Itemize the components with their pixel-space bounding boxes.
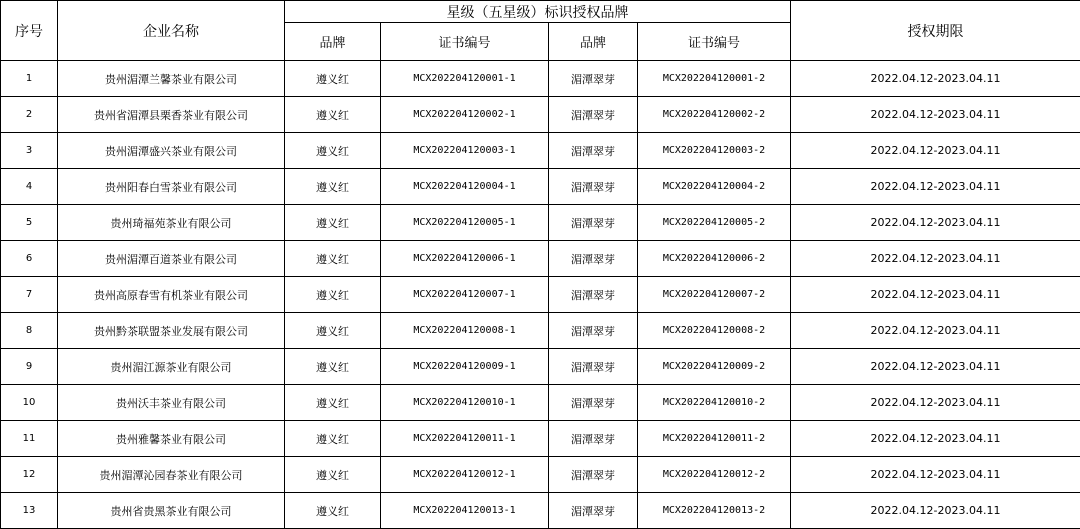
header-period: 授权期限 (791, 1, 1080, 61)
cell-brand-1: 遵义红 (285, 493, 381, 529)
cell-brand-1: 遵义红 (285, 97, 381, 133)
cell-cert-2: MCX202204120011-2 (638, 421, 791, 457)
cell-period: 2022.04.12-2023.04.11 (791, 61, 1080, 97)
cell-seq: 7 (1, 277, 58, 313)
cell-brand-2: 湄潭翠芽 (549, 169, 638, 205)
cell-cert-1: MCX202204120001-1 (381, 61, 549, 97)
table-row (1, 61, 1080, 97)
cell-brand-1: 遵义红 (285, 421, 381, 457)
cell-cert-2: MCX202204120013-2 (638, 493, 791, 529)
cell-brand-2: 湄潭翠芽 (549, 241, 638, 277)
cell-period: 2022.04.12-2023.04.11 (791, 421, 1080, 457)
cell-company: 贵州省湄潭县栗香茶业有限公司 (58, 97, 285, 133)
cell-period: 2022.04.12-2023.04.11 (791, 457, 1080, 493)
cell-brand-2: 湄潭翠芽 (549, 133, 638, 169)
cell-cert-1: MCX202204120002-1 (381, 97, 549, 133)
cell-seq: 9 (1, 349, 58, 385)
cell-brand-2: 湄潭翠芽 (549, 385, 638, 421)
cell-period: 2022.04.12-2023.04.11 (791, 385, 1080, 421)
table-body (1, 61, 1080, 529)
cell-company: 贵州沃丰茶业有限公司 (58, 385, 285, 421)
cell-seq: 13 (1, 493, 58, 529)
header-cert-1: 证书编号 (381, 23, 549, 61)
cell-company: 贵州省贵黑茶业有限公司 (58, 493, 285, 529)
cell-seq: 3 (1, 133, 58, 169)
cell-brand-2: 湄潭翠芽 (549, 457, 638, 493)
cell-cert-2: MCX202204120010-2 (638, 385, 791, 421)
cell-brand-1: 遵义红 (285, 457, 381, 493)
cell-company: 贵州高原春雪有机茶业有限公司 (58, 277, 285, 313)
cell-period: 2022.04.12-2023.04.11 (791, 133, 1080, 169)
cell-company: 贵州黔茶联盟茶业发展有限公司 (58, 313, 285, 349)
cell-brand-1: 遵义红 (285, 61, 381, 97)
header-cert-2: 证书编号 (638, 23, 791, 61)
cell-brand-2: 湄潭翠芽 (549, 349, 638, 385)
cell-brand-1: 遵义红 (285, 241, 381, 277)
cell-cert-1: MCX202204120013-1 (381, 493, 549, 529)
table-row (1, 277, 1080, 313)
cell-brand-2: 湄潭翠芽 (549, 97, 638, 133)
header-seq: 序号 (1, 1, 58, 61)
cell-cert-1: MCX202204120005-1 (381, 205, 549, 241)
table-row (1, 241, 1080, 277)
cell-brand-1: 遵义红 (285, 169, 381, 205)
table-row (1, 421, 1080, 457)
header-company: 企业名称 (58, 1, 285, 61)
cell-cert-2: MCX202204120012-2 (638, 457, 791, 493)
cell-period: 2022.04.12-2023.04.11 (791, 241, 1080, 277)
table-row (1, 205, 1080, 241)
cell-brand-2: 湄潭翠芽 (549, 205, 638, 241)
cell-period: 2022.04.12-2023.04.11 (791, 205, 1080, 241)
cell-brand-1: 遵义红 (285, 385, 381, 421)
cell-seq: 10 (1, 385, 58, 421)
header-brand-2: 品牌 (549, 23, 638, 61)
cell-brand-1: 遵义红 (285, 277, 381, 313)
cell-cert-1: MCX202204120004-1 (381, 169, 549, 205)
table-row (1, 133, 1080, 169)
table-row (1, 97, 1080, 133)
cell-cert-1: MCX202204120012-1 (381, 457, 549, 493)
table-row (1, 313, 1080, 349)
cell-cert-1: MCX202204120006-1 (381, 241, 549, 277)
cell-seq: 4 (1, 169, 58, 205)
cell-company: 贵州湄潭百道茶业有限公司 (58, 241, 285, 277)
cell-brand-2: 湄潭翠芽 (549, 277, 638, 313)
cell-brand-2: 湄潭翠芽 (549, 421, 638, 457)
cell-cert-2: MCX202204120008-2 (638, 313, 791, 349)
cell-brand-1: 遵义红 (285, 133, 381, 169)
cell-seq: 5 (1, 205, 58, 241)
cell-seq: 8 (1, 313, 58, 349)
cell-period: 2022.04.12-2023.04.11 (791, 97, 1080, 133)
cell-period: 2022.04.12-2023.04.11 (791, 493, 1080, 529)
table-row (1, 169, 1080, 205)
cell-brand-2: 湄潭翠芽 (549, 493, 638, 529)
header-star-brand-group: 星级（五星级）标识授权品牌 (285, 1, 791, 23)
cell-company: 贵州湄潭沁园春茶业有限公司 (58, 457, 285, 493)
cell-cert-1: MCX202204120008-1 (381, 313, 549, 349)
cell-seq: 12 (1, 457, 58, 493)
cell-brand-1: 遵义红 (285, 205, 381, 241)
cell-company: 贵州湄潭盛兴茶业有限公司 (58, 133, 285, 169)
cell-brand-1: 遵义红 (285, 313, 381, 349)
table-row (1, 457, 1080, 493)
table-row (1, 385, 1080, 421)
cell-period: 2022.04.12-2023.04.11 (791, 277, 1080, 313)
cell-cert-2: MCX202204120003-2 (638, 133, 791, 169)
cell-company: 贵州雅馨茶业有限公司 (58, 421, 285, 457)
table-header (1, 1, 1080, 61)
cell-brand-2: 湄潭翠芽 (549, 313, 638, 349)
cell-period: 2022.04.12-2023.04.11 (791, 169, 1080, 205)
cell-cert-2: MCX202204120007-2 (638, 277, 791, 313)
cell-cert-2: MCX202204120005-2 (638, 205, 791, 241)
cell-cert-1: MCX202204120011-1 (381, 421, 549, 457)
cell-cert-2: MCX202204120006-2 (638, 241, 791, 277)
cell-brand-1: 遵义红 (285, 349, 381, 385)
table-row (1, 493, 1080, 529)
table-row (1, 349, 1080, 385)
cell-company: 贵州湄潭兰馨茶业有限公司 (58, 61, 285, 97)
cell-brand-2: 湄潭翠芽 (549, 61, 638, 97)
cell-cert-2: MCX202204120001-2 (638, 61, 791, 97)
cell-cert-2: MCX202204120009-2 (638, 349, 791, 385)
cell-seq: 6 (1, 241, 58, 277)
cell-company: 贵州阳春白雪茶业有限公司 (58, 169, 285, 205)
cell-company: 贵州琦福苑茶业有限公司 (58, 205, 285, 241)
cell-company: 贵州湄江源茶业有限公司 (58, 349, 285, 385)
cell-seq: 11 (1, 421, 58, 457)
cell-period: 2022.04.12-2023.04.11 (791, 349, 1080, 385)
cell-seq: 1 (1, 61, 58, 97)
cell-cert-2: MCX202204120002-2 (638, 97, 791, 133)
header-brand-1: 品牌 (285, 23, 381, 61)
cell-period: 2022.04.12-2023.04.11 (791, 313, 1080, 349)
cell-cert-1: MCX202204120003-1 (381, 133, 549, 169)
cell-cert-1: MCX202204120007-1 (381, 277, 549, 313)
cell-seq: 2 (1, 97, 58, 133)
cell-cert-2: MCX202204120004-2 (638, 169, 791, 205)
cell-cert-1: MCX202204120009-1 (381, 349, 549, 385)
cell-cert-1: MCX202204120010-1 (381, 385, 549, 421)
